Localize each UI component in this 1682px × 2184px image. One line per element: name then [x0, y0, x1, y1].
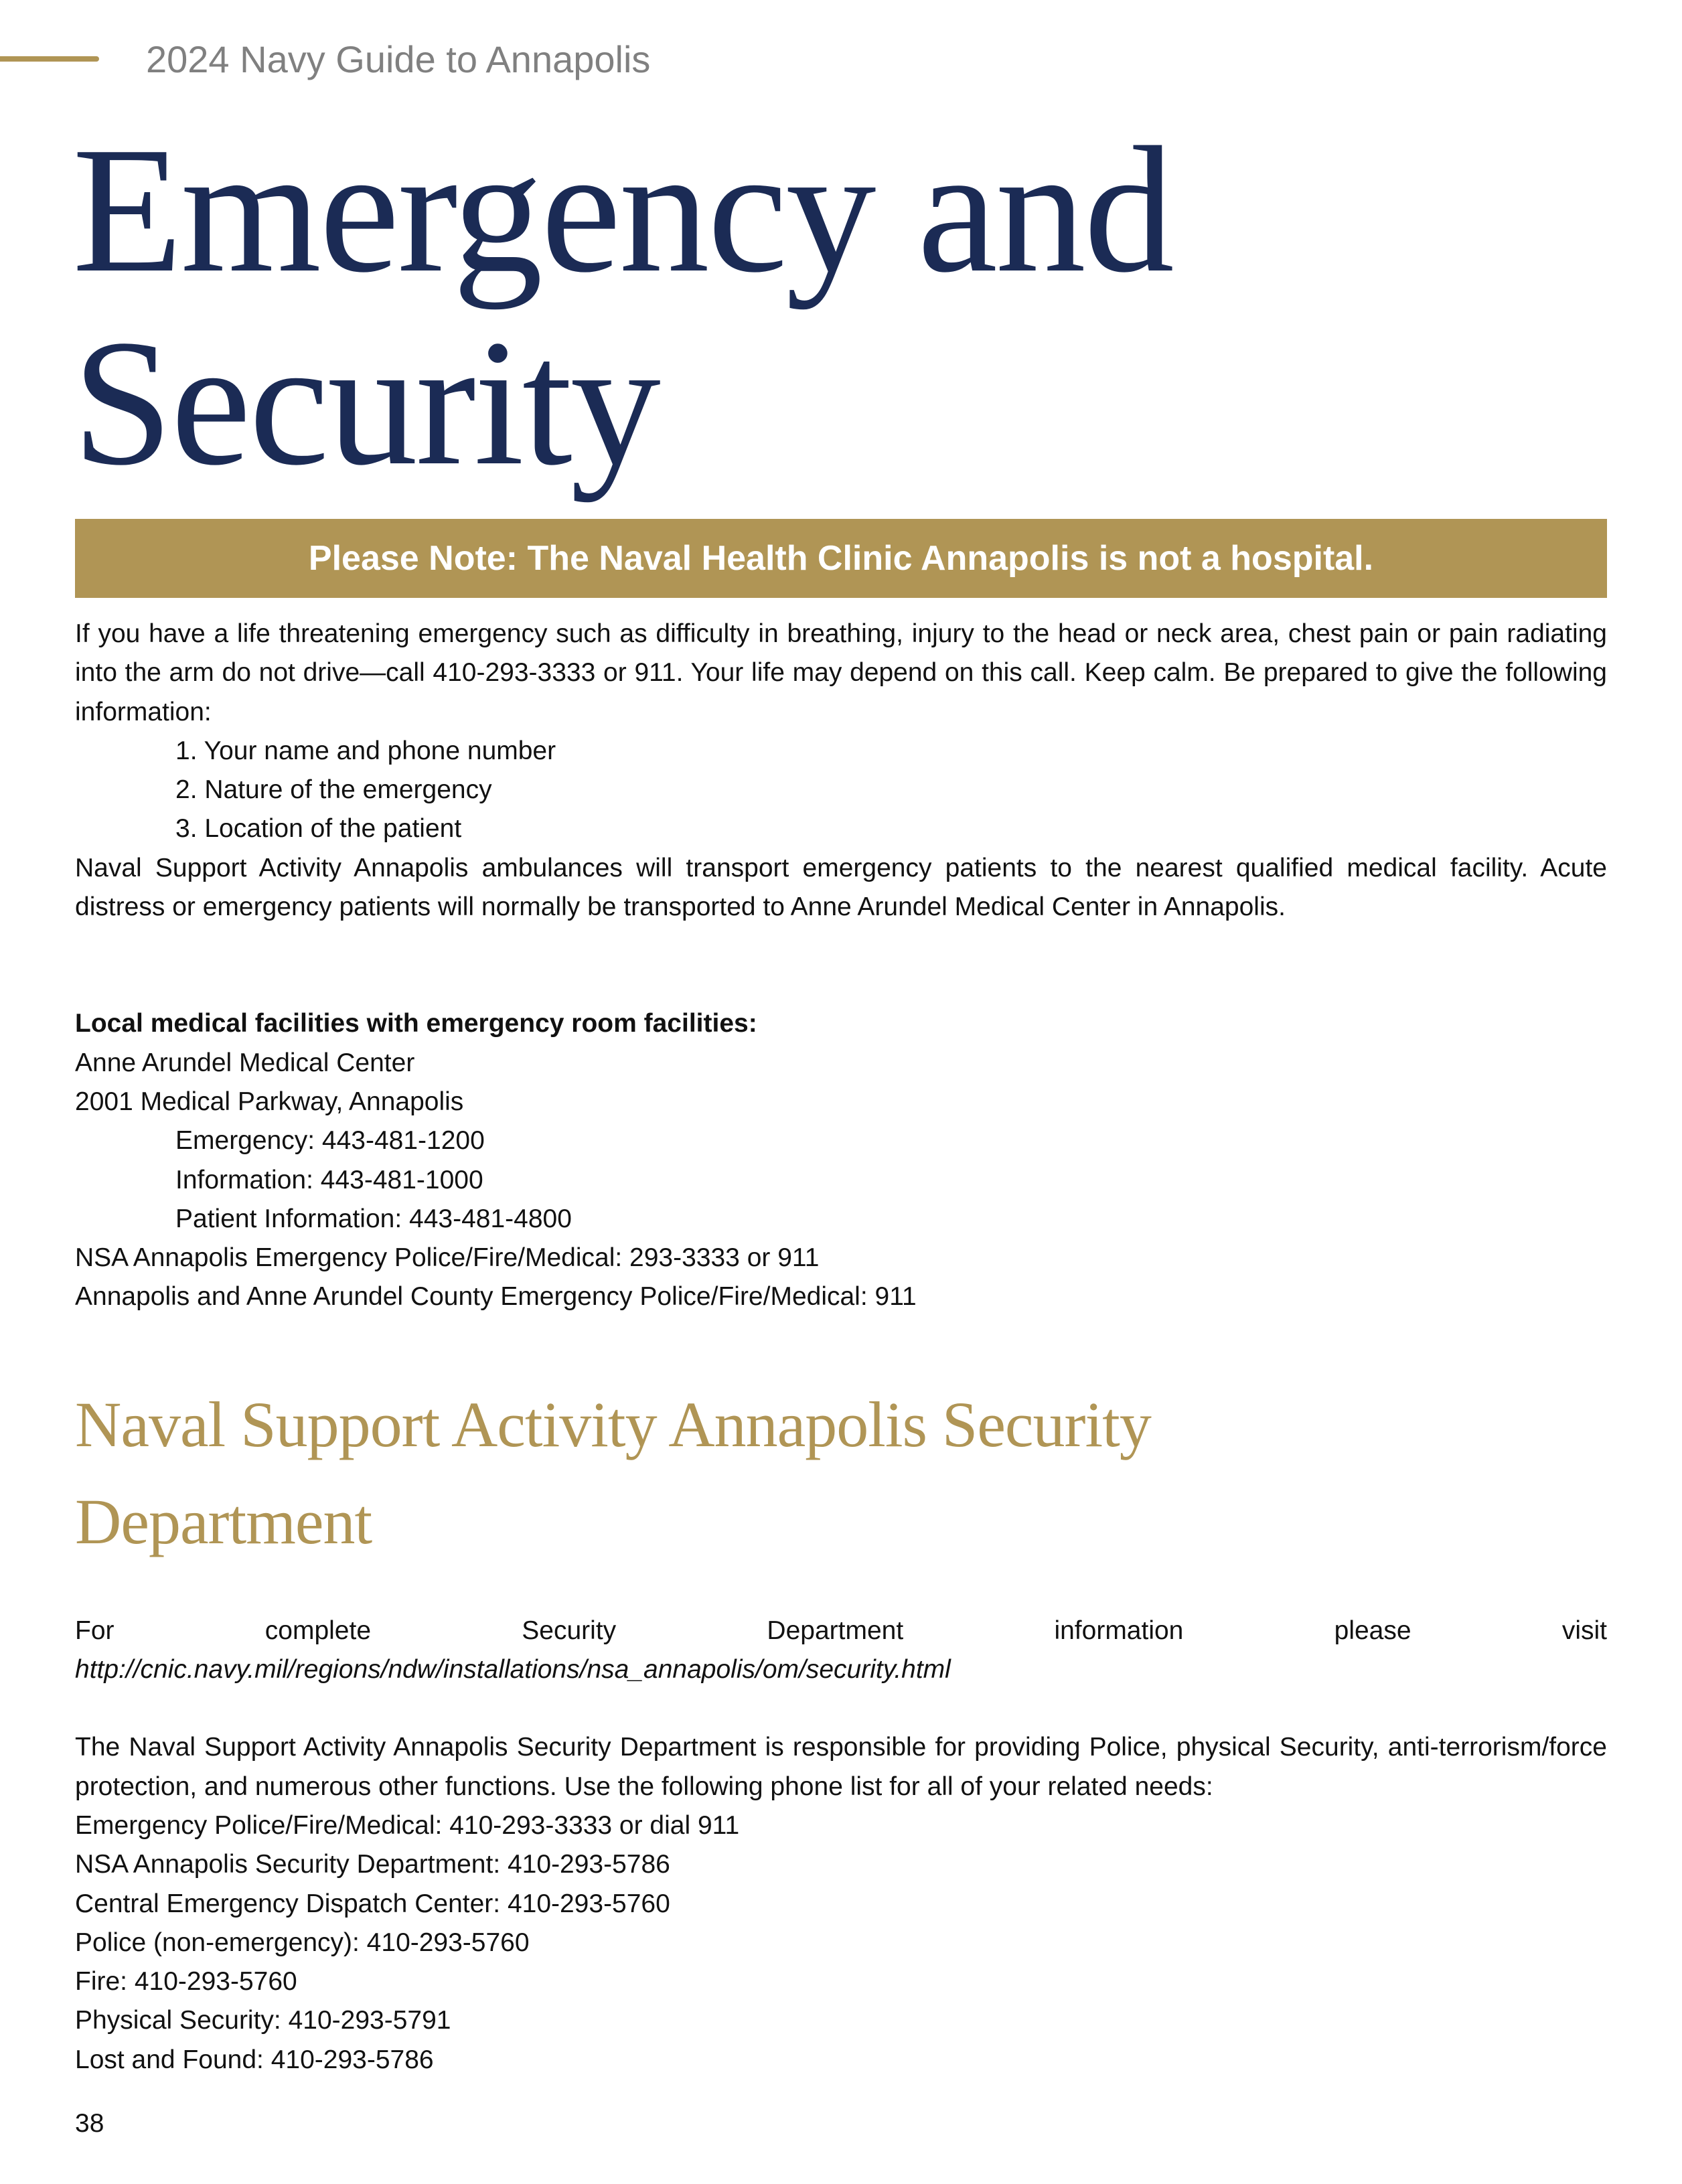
facility-name: Anne Arundel Medical Center [75, 1048, 415, 1077]
running-title: 2024 Navy Guide to Annapolis [146, 37, 651, 80]
running-header [0, 39, 650, 79]
security-section-heading [75, 1376, 1607, 1570]
facility-phone: Patient Information: 443-481-4800 [175, 1204, 572, 1233]
main-content [75, 615, 1607, 2080]
phone-list-item: NSA Annapolis Security Department: 410-293-5786 [75, 1850, 670, 1879]
security-heading-line-1: Naval Support Activity Annapolis Security [75, 1388, 1151, 1460]
phone-list-item: Lost and Found: 410-293-5786 [75, 2045, 434, 2074]
note-banner-text: Please Note: The Naval Health Clinic Annapolis is not a hospital. [308, 539, 1374, 578]
security-url-link[interactable]: http://cnic.navy.mil/regions/ndw/installations/nsa_annapolis/om/security.html [75, 1655, 951, 1685]
note-banner [75, 519, 1607, 598]
phone-list-item: Central Emergency Dispatch Center: 410-293-5760 [75, 1889, 670, 1918]
phone-list-item: Police (non-emergency): 410-293-5760 [75, 1928, 530, 1957]
page-number: 38 [75, 2109, 104, 2138]
phone-list-item: Emergency Police/Fire/Medical: 410-293-3333 or dial 911 [75, 1810, 740, 1840]
facility-phone: Emergency: 443-481-1200 [175, 1126, 485, 1156]
emergency-contact-line: Annapolis and Anne Arundel County Emergency Police/Fire/Medical: 911 [75, 1282, 917, 1312]
list-item: 1. Your name and phone number [175, 736, 556, 765]
visit-prefix: For complete Security Department information please visit [75, 1616, 1607, 1645]
page-title-line-2: Security [72, 303, 659, 503]
facility-phone: Information: 443-481-1000 [175, 1165, 483, 1194]
security-heading-line-2: Department [75, 1485, 372, 1557]
page-title [72, 110, 1172, 503]
emergency-info-list [75, 732, 1607, 849]
security-visit-paragraph [75, 1612, 1607, 1690]
facility-address: 2001 Medical Parkway, Annapolis [75, 1087, 464, 1116]
phone-list-item: Physical Security: 410-293-5791 [75, 2006, 451, 2035]
security-description: The Naval Support Activity Annapolis Security Department is responsible for providing Police, physical Security, anti-terrorism/force protection, and numerous other functions. Use the following phone list for all of your related needs: [75, 1733, 1607, 1801]
ambulance-paragraph: Naval Support Activity Annapolis ambulances will transport emergency patients to the nearest qualified medical facility. Acute distress or emergency patients will normally be transported to Anne Arundel Medical Center in Annapolis. [75, 853, 1607, 922]
spacer [75, 1570, 1607, 1612]
facilities-heading: Local medical facilities with emergency room facilities: [75, 1009, 757, 1038]
phone-list-item: Fire: 410-293-5760 [75, 1967, 297, 1997]
spacer [75, 1317, 1607, 1376]
spacer [75, 1689, 1607, 1728]
spacer [75, 927, 1607, 1004]
emergency-contact-line: NSA Annapolis Emergency Police/Fire/Medical: 293-3333 or 911 [75, 1243, 820, 1273]
emergency-intro-paragraph: If you have a life threatening emergency such as difficulty in breathing, injury to the head or neck area, chest pain or pain radiating into the arm do not drive—call 410-293-3333 or 911. Your life may depend on this call. Keep calm. Be prepared to give the following information: [75, 619, 1607, 726]
security-phone-list [75, 1806, 1607, 2080]
header-accent-rule [0, 56, 99, 62]
list-item: 2. Nature of the emergency [175, 775, 492, 805]
list-item: 3. Location of the patient [175, 814, 462, 844]
page-title-line-1: Emergency and [72, 110, 1172, 310]
